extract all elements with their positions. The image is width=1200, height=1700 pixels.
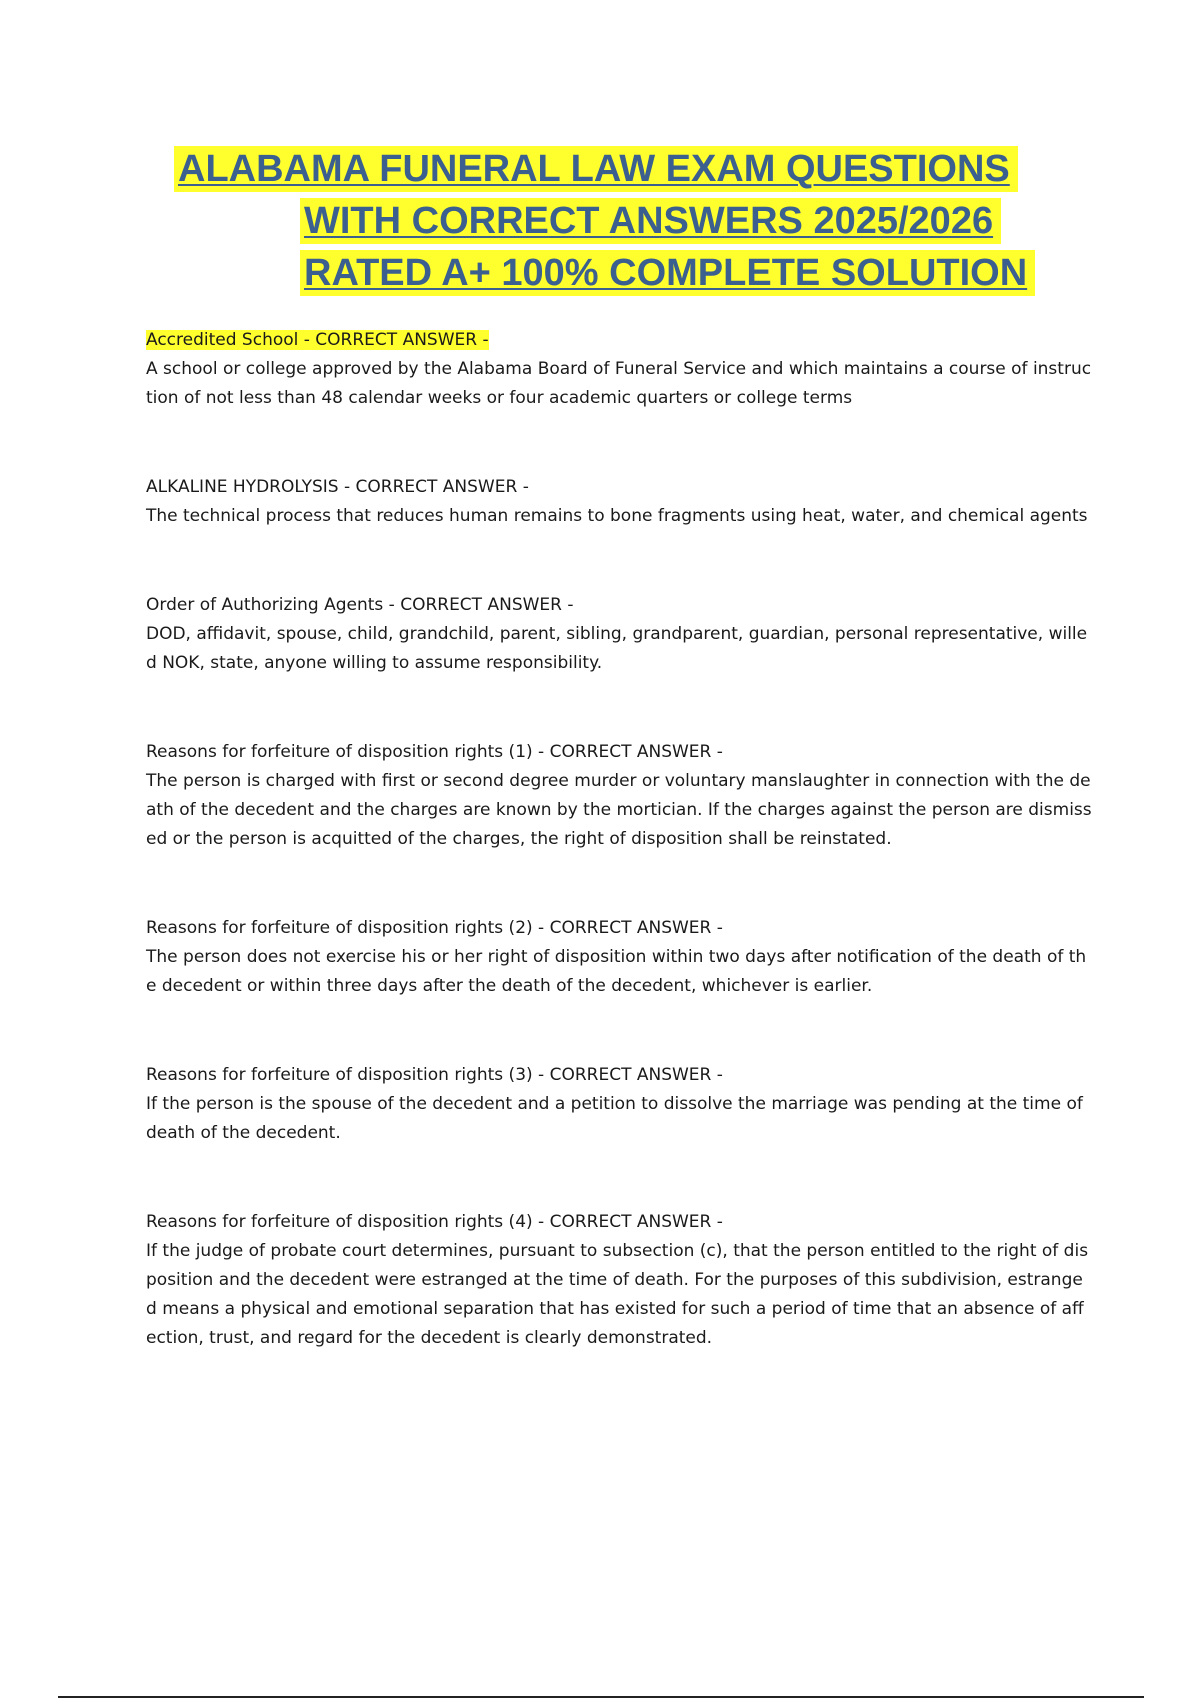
title-line-3: RATED A+ 100% COMPLETE SOLUTION <box>300 250 1035 296</box>
qa-entry <box>146 326 1092 413</box>
qa-term: Order of Authorizing Agents - CORRECT ANSWER - <box>146 595 574 615</box>
qa-answer: DOD, affidavit, spouse, child, grandchild, parent, sibling, grandparent, guardian, personal representative, willed NOK, state, anyone willing to assume responsibility. <box>146 624 1088 673</box>
qa-answer: A school or college approved by the Alabama Board of Funeral Service and which maintains a course of instruction of not less than 48 calendar weeks or four academic quarters or college terms <box>146 359 1092 408</box>
qa-entry <box>146 473 1092 531</box>
qa-term <box>146 326 1092 355</box>
qa-answer: The person is charged with first or second degree murder or voluntary manslaughter in connection with the death of the decedent and the charges are known by the mortician. If the charges against the person are dismissed or the person is acquitted of the charges, the right of disposition shall be reinstated. <box>146 771 1092 849</box>
page-bottom-divider <box>58 1696 1144 1698</box>
qa-term: Reasons for forfeiture of disposition rights (3) - CORRECT ANSWER - <box>146 1065 723 1085</box>
qa-term: ALKALINE HYDROLYSIS - CORRECT ANSWER - <box>146 477 529 497</box>
qa-answer: If the judge of probate court determines, pursuant to subsection (c), that the person entitled to the right of disposition and the decedent were estranged at the time of death. For the purposes of this subdivision, estranged means a physical and emotional separation that has existed for such a period of time that an absence of affection, trust, and regard for the decedent is clearly demonstrated. <box>146 1241 1089 1348</box>
qa-answer: If the person is the spouse of the decedent and a petition to dissolve the marriage was pending at the time of death of the decedent. <box>146 1094 1083 1143</box>
title-line-2: WITH CORRECT ANSWERS 2025/2026 <box>300 198 1001 244</box>
qa-answer: The technical process that reduces human remains to bone fragments using heat, water, and chemical agents <box>146 506 1088 526</box>
qa-entry <box>146 1208 1092 1353</box>
qa-list <box>146 326 1092 1413</box>
qa-entry <box>146 914 1092 1001</box>
qa-term: Reasons for forfeiture of disposition rights (2) - CORRECT ANSWER - <box>146 918 723 938</box>
qa-answer: The person does not exercise his or her right of disposition within two days after notification of the death of the decedent or within three days after the death of the decedent, whichever is earlier. <box>146 947 1087 996</box>
qa-term-text: Accredited School - CORRECT ANSWER - <box>146 330 489 350</box>
qa-entry <box>146 591 1092 678</box>
qa-term: Reasons for forfeiture of disposition rights (1) - CORRECT ANSWER - <box>146 742 723 762</box>
qa-entry <box>146 1061 1092 1148</box>
title-line-1: ALABAMA FUNERAL LAW EXAM QUESTIONS <box>174 146 1018 192</box>
qa-entry <box>146 738 1092 854</box>
qa-term: Reasons for forfeiture of disposition rights (4) - CORRECT ANSWER - <box>146 1212 723 1232</box>
